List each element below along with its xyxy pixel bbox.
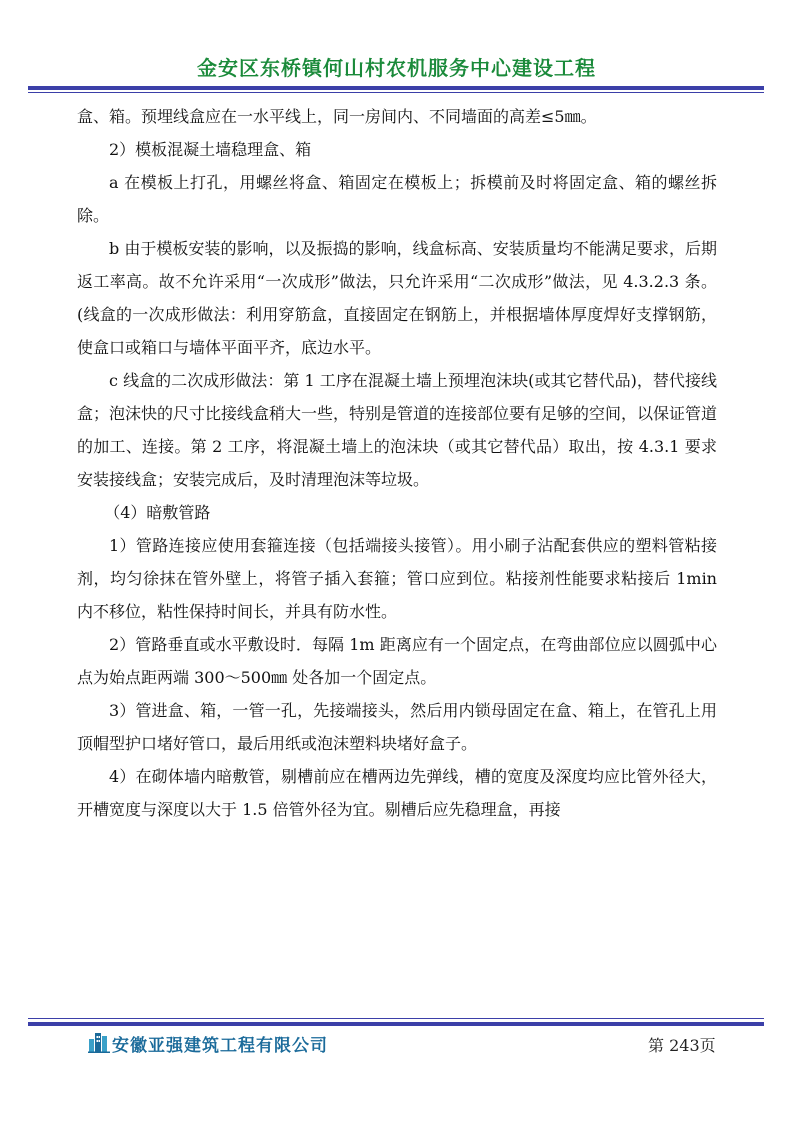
paragraph: a 在模板上打孔，用螺丝将盒、箱固定在模板上；拆模前及时将固定盒、箱的螺丝拆除。 [77,173,717,225]
body-text [77,100,717,826]
footer-company: 安徽亚强建筑工程有限公司 [112,1036,328,1056]
paragraph: 1）管路连接应使用套箍连接（包括端接头接管）。用小刷子沾配套供应的塑料管粘接剂，均匀徐抹在管外壁上，将管子插入套箍；管口应到位。粘接剂性能要求粘接后 1min 内不移位，粘性保持时间长，并具有防水性。 [77,536,717,621]
header-rule-thin [28,92,764,93]
building-logo-icon [88,1031,110,1053]
paragraph: b 由于模板安装的影响，以及振捣的影响，线盒标高、安装质量均不能满足要求，后期返工率高。故不允许采用“一次成形”做法，只允许采用“二次成形”做法，见 4.3.2.3 条。(线盒的一次成形做法：利用穿筋盒，直接固定在钢筋上，并根据墙体厚度焊好支撑钢筋，使盒口或箱口与墙体平面平齐，底边水平。 [77,239,717,357]
footer-rule-thin [28,1018,764,1019]
footer-rule [28,1022,764,1026]
paragraph: 盒、箱。预埋线盒应在一水平线上，同一房间内、不同墙面的高差≤5㎜。 [77,107,597,126]
paragraph: 2）管路垂直或水平敷设时．每隔 1m 距离应有一个固定点，在弯曲部位应以圆弧中心点为始点距两端 300～500㎜ 处各加一个固定点。 [77,635,717,687]
header-title: 金安区东桥镇何山村农机服务中心建设工程 [197,56,596,80]
page-number: 第 243页 [648,1036,716,1055]
paragraph: 4）在砌体墙内暗敷管，剔槽前应在槽两边先弹线，槽的宽度及深度均应比管外径大，开槽宽度与深度以大于 1.5 倍管外径为宜。剔槽后应先稳理盒，再接 [77,767,717,819]
header-rule [28,86,764,90]
paragraph: 2）模板混凝土墙稳理盒、箱 [109,140,312,159]
paragraph: 3）管进盒、箱，一管一孔，先接端接头，然后用内锁母固定在盒、箱上，在管孔上用顶帽型护口堵好管口，最后用纸或泡沫塑料块堵好盒子。 [77,701,717,753]
section-heading: （4）暗敷管路 [104,503,211,522]
paragraph: c 线盒的二次成形做法：第 1 工序在混凝土墙上预埋泡沫块(或其它替代品)，替代接线盒；泡沫快的尺寸比接线盒稍大一些，特别是管道的连接部位要有足够的空间，以保证管道的加工、连接。第 2 工序，将混凝土墙上的泡沫块（或其它替代品）取出，按 4.3.1 要求安装接线盒；安装完成后，及时清理泡沫等垃圾。 [77,371,718,489]
